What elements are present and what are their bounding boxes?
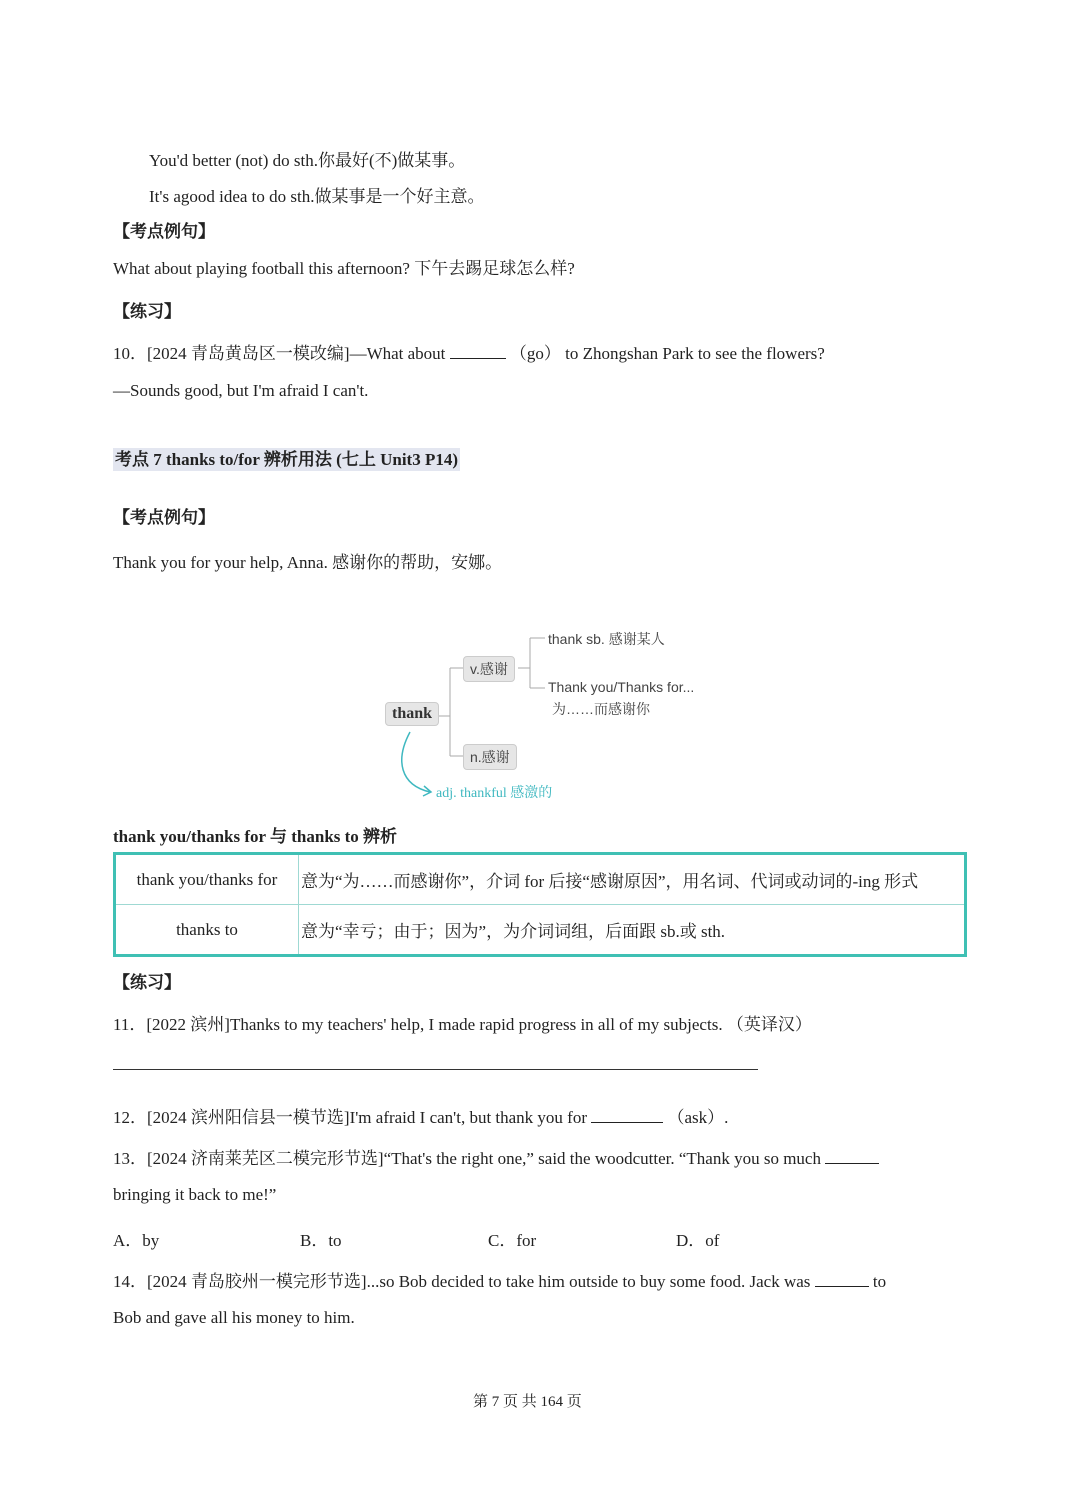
mind-map-leaf: thank sb. 感谢某人 bbox=[548, 631, 665, 647]
q-text: 10．[2024 青岛黄岛区一模改编]—What about bbox=[113, 344, 446, 363]
q-text: （ask）. bbox=[667, 1108, 729, 1127]
example-sentence: What about playing football this afternoon? 下午去踢足球怎么样? bbox=[113, 259, 575, 278]
heading: 【考点例句】 bbox=[113, 508, 215, 527]
mind-map-noun: n.感谢 bbox=[463, 744, 517, 770]
table-row bbox=[115, 854, 966, 905]
answer-blank[interactable] bbox=[815, 1272, 869, 1287]
text-line: —Sounds good, but I'm afraid I can't. bbox=[113, 381, 369, 400]
mind-map-leaf: 为……而感谢你 bbox=[552, 701, 650, 717]
q-text: 13．[2024 济南莱芜区二模完形节选]“That's the right one,” said the woodcutter. “Thank you so much bbox=[113, 1149, 821, 1168]
table-cell: thanks to bbox=[115, 905, 299, 956]
question-13 bbox=[113, 1144, 879, 1169]
option-a[interactable]: A．by bbox=[113, 1231, 160, 1250]
table-title: thank you/thanks for 与 thanks to 辨析 bbox=[113, 827, 398, 846]
question-11: 11．[2022 滨州]Thanks to my teachers' help, I made rapid progress in all of my subjects. （英译汉） bbox=[113, 1015, 812, 1034]
heading: 【练习】 bbox=[113, 973, 181, 992]
heading: 【练习】 bbox=[113, 302, 181, 321]
mind-map-verb: v.感谢 bbox=[463, 656, 515, 682]
answer-blank[interactable] bbox=[591, 1108, 663, 1123]
heading: 【考点例句】 bbox=[113, 222, 215, 241]
answer-blank[interactable] bbox=[825, 1149, 879, 1164]
table-cell: 意为“为……而感谢你”，介词 for 后接“感谢原因”，用名词、代词或动词的-ing 形式 bbox=[299, 854, 966, 905]
table-cell: thank you/thanks for bbox=[115, 854, 299, 905]
section-title-text: 考点 7 thanks to/for 辨析用法 (七上 Unit3 P14) bbox=[115, 450, 458, 469]
answer-line[interactable] bbox=[113, 1069, 758, 1070]
text-line: It's agood idea to do sth.做某事是一个好主意。 bbox=[149, 187, 485, 206]
question-12 bbox=[113, 1103, 728, 1128]
question-14 bbox=[113, 1267, 886, 1292]
table-cell: 意为“幸亏；由于；因为”，为介词词组，后面跟 sb.或 sth. bbox=[299, 905, 966, 956]
comparison-table bbox=[113, 852, 967, 957]
option-b[interactable]: B．to bbox=[300, 1231, 342, 1250]
page-footer: 第 7 页 共 164 页 bbox=[473, 1394, 582, 1410]
q-text: 12．[2024 滨州阳信县一模节选]I'm afraid I can't, but thank you for bbox=[113, 1108, 588, 1127]
option-d[interactable]: D．of bbox=[676, 1231, 720, 1250]
text-line: Bob and gave all his money to him. bbox=[113, 1308, 355, 1327]
text-line: You'd better (not) do sth.你最好(不)做某事。 bbox=[149, 151, 466, 170]
table-row bbox=[115, 905, 966, 956]
option-c[interactable]: C．for bbox=[488, 1231, 537, 1250]
example-sentence: Thank you for your help, Anna. 感谢你的帮助，安娜。 bbox=[113, 553, 503, 572]
mind-map-adj: adj. thankful 感激的 bbox=[436, 786, 553, 801]
mind-map-root: thank bbox=[385, 702, 439, 726]
mind-map-leaf: Thank you/Thanks for... bbox=[548, 679, 695, 695]
q-text: 14．[2024 青岛胶州一模完形节选]...so Bob decided to take him outside to buy some food. Jack was bbox=[113, 1272, 811, 1291]
text-line: bringing it back to me!” bbox=[113, 1185, 277, 1204]
q-text: （go） to Zhongshan Park to see the flowers? bbox=[509, 344, 825, 363]
q-text: to bbox=[872, 1272, 887, 1291]
